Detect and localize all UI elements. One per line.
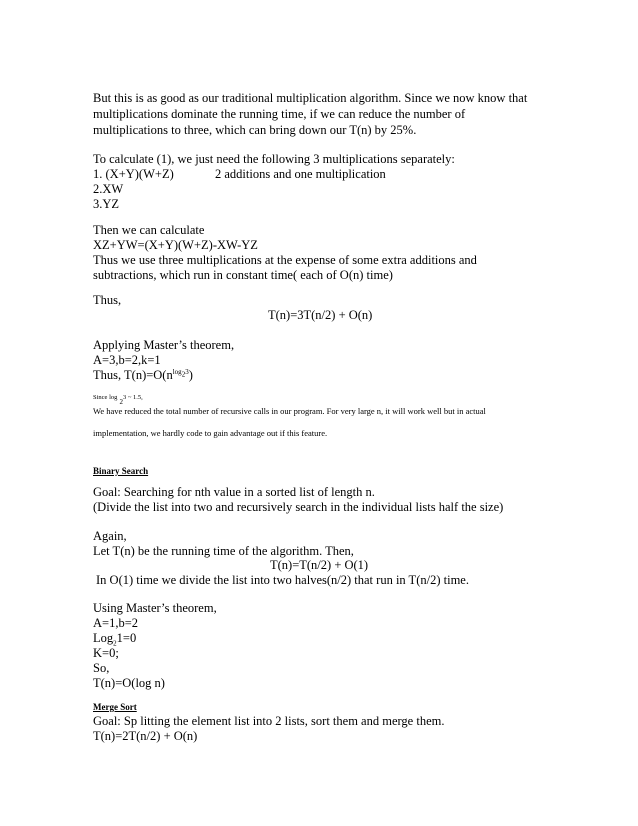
recurrence-equation: T(n)=3T(n/2) + O(n) [268, 308, 373, 322]
paragraph-line: Thus we use three multiplications at the expense of some extra additions and [93, 253, 477, 267]
section-heading: Binary Search [93, 466, 149, 476]
list-item: 3.YZ [93, 197, 120, 211]
list-item-note: 2 additions and one multiplication [215, 167, 386, 181]
paragraph-line: (Divide the list into two and recursively search in the individual lists half the size) [93, 500, 504, 514]
paragraph-line: So, [93, 661, 110, 675]
recurrence-equation: T(n)=T(n/2) + O(1) [270, 558, 369, 572]
paragraph-line: In O(1) time we divide the list into two halves(n/2) that run in T(n/2) time. [96, 573, 469, 587]
footnote-since: Since log $_2$3 ~ 1.5, [93, 394, 143, 406]
equation: Log$_2$1=0 [93, 631, 137, 648]
result-equation: Thus, $T(n)=O(n^{log_23})$ [93, 367, 193, 382]
footnote-line: We have reduced the total number of recursive calls in our program. For very large n, it will work well but in actual [93, 406, 486, 416]
equation: A=3,b=2,k=1 [93, 353, 161, 367]
equation: A=1,b=2 [93, 616, 139, 630]
paragraph-line: Thus, [93, 293, 122, 307]
recurrence-equation: T(n)=2T(n/2) + O(n) [93, 729, 198, 743]
paragraph-line: multiplications to three, which can bring down our T(n) by 25%. [93, 123, 417, 137]
list-item: 2.XW [93, 182, 124, 196]
section-text: Using Master’s theorem, [93, 601, 217, 615]
list-item: 1. (X+Y)(W+Z) [93, 167, 174, 181]
paragraph-line: Goal: Sp litting the element list into 2 lists, sort them and merge them. [93, 714, 445, 728]
paragraph-line: Then we can calculate [93, 223, 205, 237]
footnote-line: implementation, we hardly code to gain advantage out if this feature. [93, 428, 328, 438]
equation: XZ+YW=(X+Y)(W+Z)-XW-YZ [93, 238, 258, 252]
paragraph-line: subtractions, which run in constant time( each of O(n) time) [93, 268, 393, 282]
paragraph-line: Goal: Searching for nth value in a sorted list of length n. [93, 485, 375, 499]
equation: K=0; [93, 646, 119, 660]
paragraph-line: But this is as good as our traditional multiplication algorithm. Since we now know that [93, 91, 528, 105]
result-equation: T(n)=O(log n) [93, 676, 165, 690]
paragraph-line: Let T(n) be the running time of the algorithm. Then, [93, 544, 354, 558]
section-heading: Merge Sort [93, 702, 137, 712]
section-text: Applying Master’s theorem, [93, 338, 235, 352]
paragraph-line: To calculate (1), we just need the following 3 multiplications separately: [93, 152, 455, 166]
paragraph-line: multiplications dominate the running time, if we can reduce the number of [93, 107, 466, 121]
paragraph-line: Again, [93, 529, 127, 543]
